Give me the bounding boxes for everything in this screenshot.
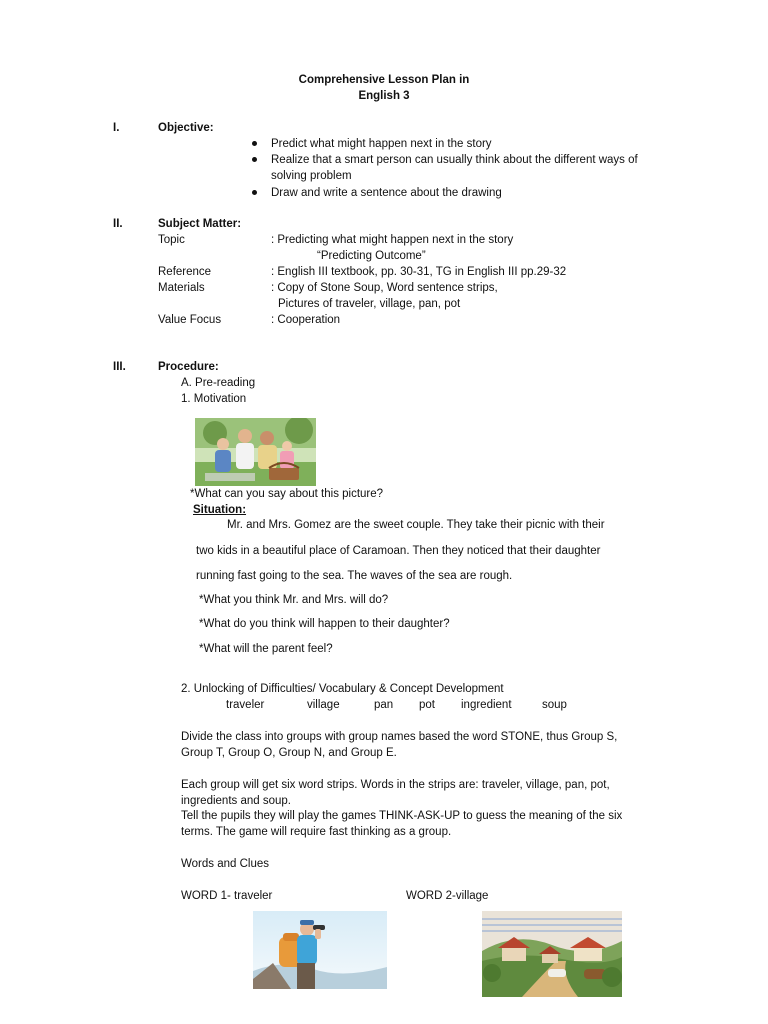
- grouping-line-2: Group T, Group O, Group N, and Group E.: [181, 747, 397, 759]
- topic-label: Topic: [158, 234, 185, 246]
- topic-subtitle: “Predicting Outcome”: [317, 250, 426, 262]
- situation-line-1: Mr. and Mrs. Gomez are the sweet couple. They take their picnic with their: [227, 519, 605, 531]
- objective-item-2-cont: solving problem: [271, 170, 352, 182]
- bullet-icon: [252, 141, 257, 146]
- materials-value: : Copy of Stone Soup, Word sentence strips,: [271, 282, 498, 294]
- objective-item-1: Predict what might happen next in the story: [271, 138, 492, 150]
- bullet-icon: [252, 190, 257, 195]
- game-line-2: terms. The game will require fast thinking as a group.: [181, 826, 452, 838]
- unlocking-label: 2. Unlocking of Difficulties/ Vocabulary & Concept Development: [181, 683, 504, 695]
- traveler-picture: [253, 911, 387, 989]
- pre-reading-label: A. Pre-reading: [181, 377, 256, 389]
- question-1: *What you think Mr. and Mrs. will do?: [199, 594, 389, 606]
- reference-value: : English III textbook, pp. 30-31, TG in English III pp.29-32: [271, 266, 567, 278]
- materials-label: Materials: [158, 282, 205, 294]
- word-2-label: WORD 2-village: [406, 890, 489, 902]
- subject-heading: Subject Matter:: [158, 218, 242, 230]
- situation-line-2: two kids in a beautiful place of Caramoan. Then they noticed that their daughter: [196, 545, 601, 557]
- grouping-line-1: Divide the class into groups with group names based the word STONE, thus Group S,: [181, 731, 618, 743]
- materials-value-cont: Pictures of traveler, village, pan, pot: [278, 298, 461, 310]
- picture-question: *What can you say about this picture?: [190, 488, 384, 500]
- vocab-word: ingredient: [461, 699, 512, 711]
- vocab-word: soup: [542, 699, 567, 711]
- objective-item-3: Draw and write a sentence about the drawing: [271, 187, 502, 199]
- vocab-word: pot: [419, 699, 435, 711]
- reference-label: Reference: [158, 266, 212, 278]
- vocab-word: pan: [374, 699, 394, 711]
- objective-item-2: Realize that a smart person can usually think about the different ways of: [271, 154, 638, 166]
- subject-numeral: II.: [113, 218, 123, 230]
- situation-label: Situation:: [193, 504, 247, 516]
- vocab-word: village: [307, 699, 340, 711]
- value-focus-value: : Cooperation: [271, 314, 341, 326]
- vocab-word: traveler: [226, 699, 265, 711]
- doc-title-line1: Comprehensive Lesson Plan in: [298, 74, 470, 86]
- topic-value: : Predicting what might happen next in the story: [271, 234, 514, 246]
- picnic-family-picture: [195, 418, 316, 486]
- objective-numeral: I.: [113, 122, 120, 134]
- village-picture: [482, 911, 622, 997]
- words-and-clues-label: Words and Clues: [181, 858, 269, 870]
- game-line-1: Tell the pupils they will play the games THINK-ASK-UP to guess the meaning of the six: [181, 810, 623, 822]
- doc-title-line2: English 3: [358, 90, 410, 102]
- procedure-heading: Procedure:: [158, 361, 219, 373]
- strips-line-1: Each group will get six word strips. Words in the strips are: traveler, village, pan, pot,: [181, 779, 610, 791]
- question-2: *What do you think will happen to their daughter?: [199, 618, 450, 630]
- value-focus-label: Value Focus: [158, 314, 222, 326]
- bullet-icon: [252, 157, 257, 162]
- strips-line-2: ingredients and soup.: [181, 795, 291, 807]
- situation-line-3: running fast going to the sea. The waves of the sea are rough.: [196, 570, 513, 582]
- procedure-numeral: III.: [113, 361, 126, 373]
- motivation-label: 1. Motivation: [181, 393, 247, 405]
- objective-heading: Objective:: [158, 122, 214, 134]
- word-1-label: WORD 1- traveler: [181, 890, 273, 902]
- question-3: *What will the parent feel?: [199, 643, 333, 655]
